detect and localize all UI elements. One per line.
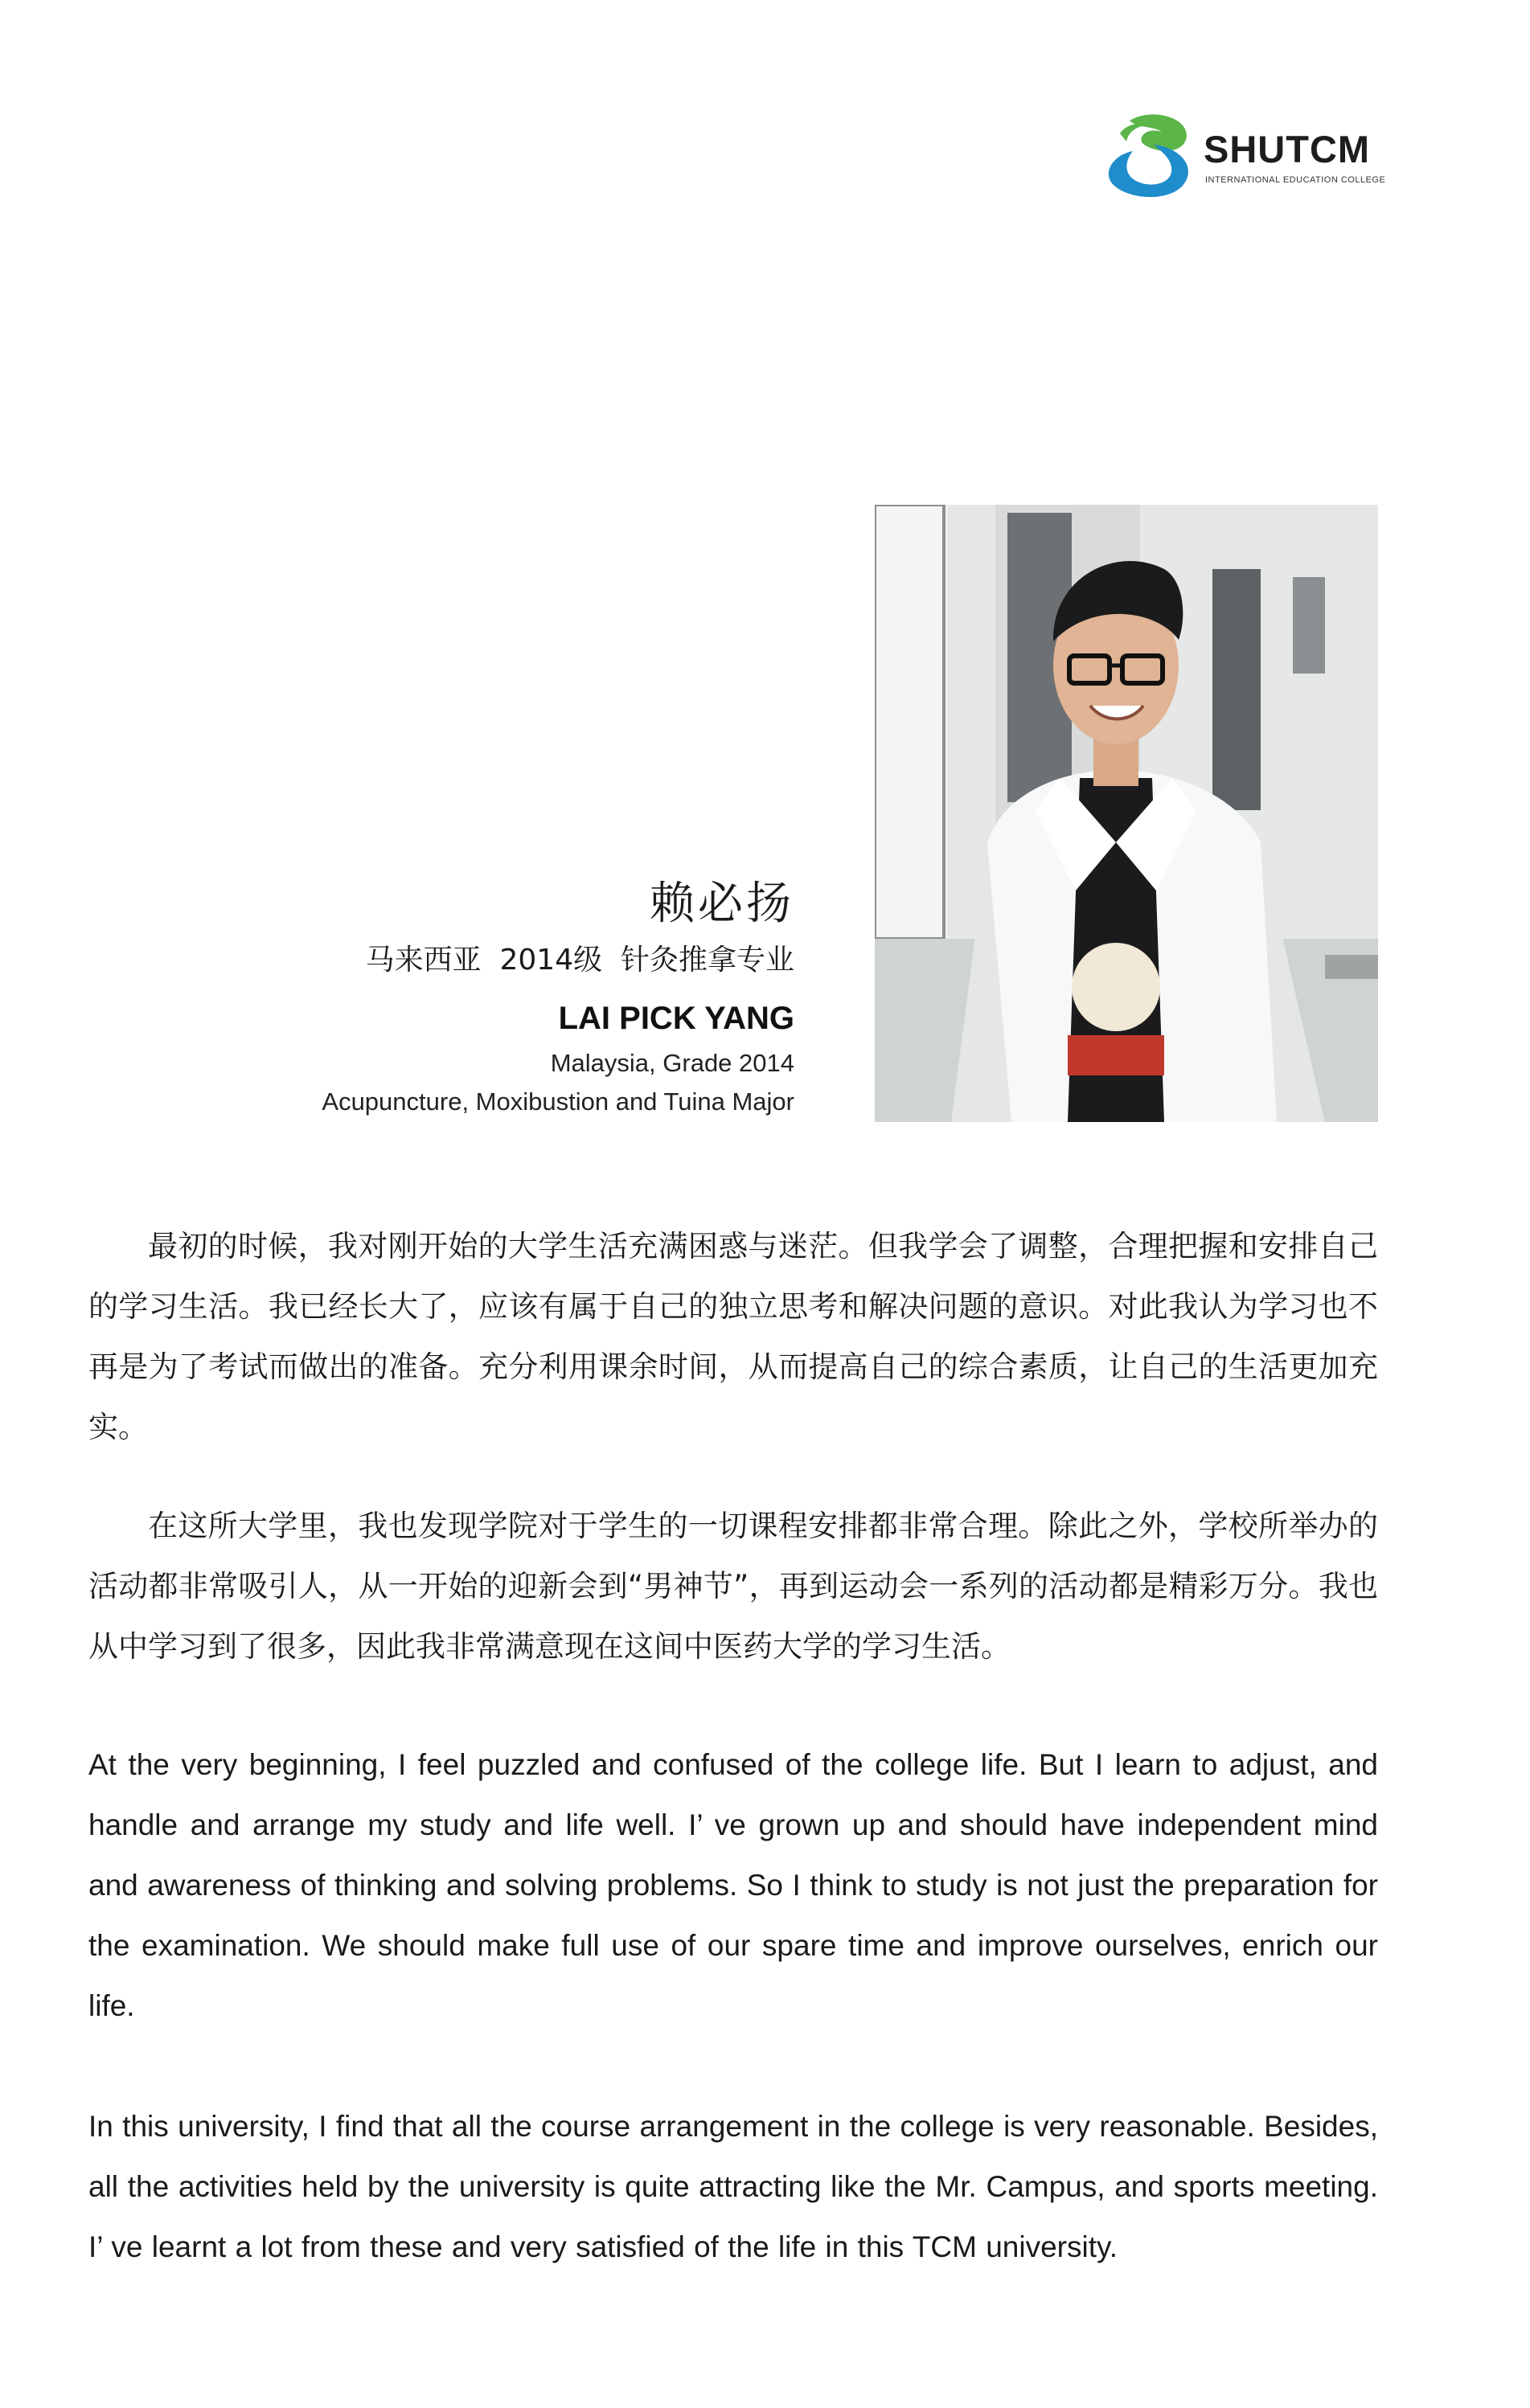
student-portrait (875, 505, 1378, 1122)
shutcm-logo (1105, 113, 1386, 201)
paragraph-cn-1: 最初的时候，我对刚开始的大学生活充满困惑与迷茫。但我学会了调整，合理把握和安排自己的学习生活。我已经长大了，应该有属于自己的独立思考和解决问题的意识。对此我认为学习也不再是为了考试而做出的准备。充分利用课余时间，从而提高自己的综合素质，让自己的生活更加充实。 (88, 1229, 1378, 1444)
logo-wordmark: SHUTCM (1204, 128, 1371, 170)
student-meta-cn: 马来西亚 2014级 针灸推拿专业 (365, 944, 794, 977)
portrait-illustration (875, 505, 1378, 1122)
student-name-en: LAI PICK YANG (558, 1001, 794, 1036)
logo-subtitle: INTERNATIONAL EDUCATION COLLEGE (1205, 175, 1386, 185)
student-major: Acupuncture, Moxibustion and Tuina Major (322, 1087, 794, 1116)
paragraph-cn-2: 在这所大学里，我也发现学院对于学生的一切课程安排都非常合理。除此之外，学校所举办的活动都非常吸引人，从一开始的迎新会到“男神节”，再到运动会一系列的活动都是精彩万分。我也从中学习到了很多，因此我非常满意现在这间中医药大学的学习生活。 (88, 1509, 1378, 1664)
student-name-cn: 赖必扬 (650, 878, 794, 930)
logo-mark-icon (1105, 113, 1202, 201)
student-country-grade: Malaysia, Grade 2014 (550, 1049, 794, 1077)
paragraph-en-2: In this university, I find that all the course arrangement in the college is very reasonable. Besides, all the activities held by the university is quite attracting like the Mr. Campus, and sports meeting. I’ ve learnt a lot from these and very satisfied of the life in this TCM university. (88, 2110, 1378, 2263)
paragraph-en-1: At the very beginning, I feel puzzled and confused of the college life. But I learn to adjust, and handle and arrange my study and life well. I’ ve grown up and should have independent mind and awareness of thinking and solving problems. So I think to study is not just the preparation for the examination. We should make full use of our spare time and improve ourselves, enrich our life. (88, 1748, 1378, 2022)
